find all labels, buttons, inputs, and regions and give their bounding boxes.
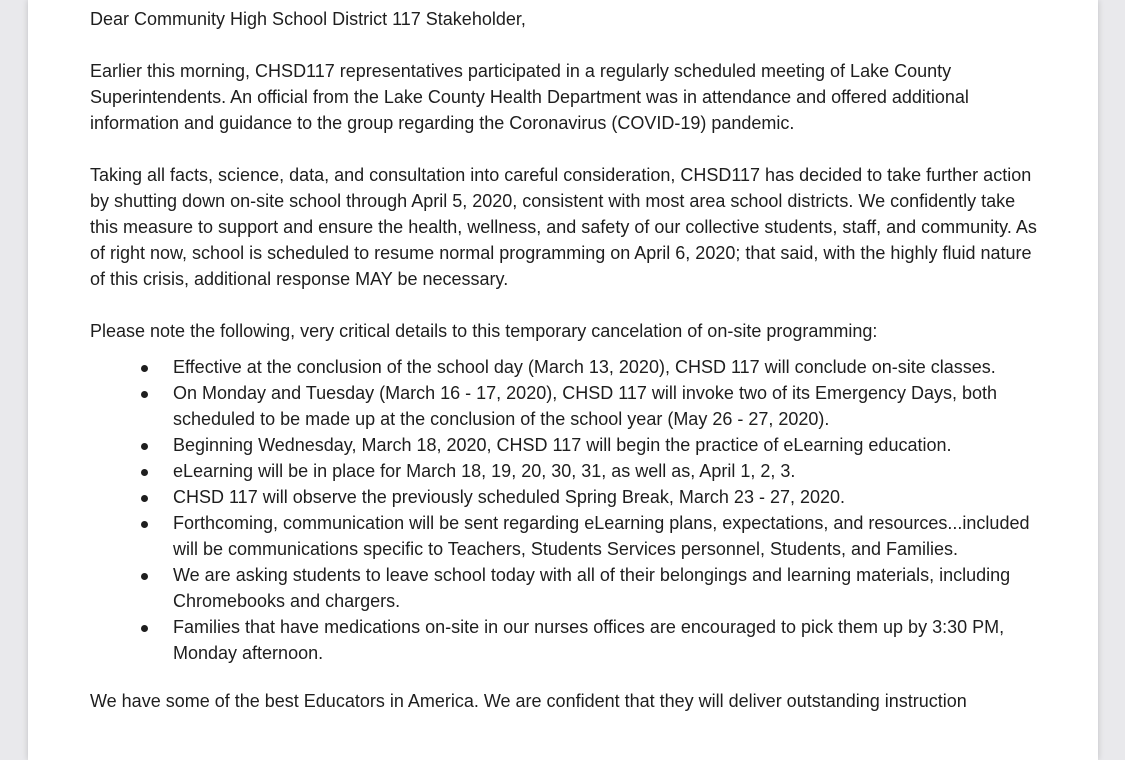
document-page <box>28 0 1098 760</box>
paragraph-intro: Earlier this morning, CHSD117 representatives participated in a regularly scheduled meeting of Lake County Superintendents. An official from the Lake County Health Department was in attendance and offered additional information and guidance to the group regarding the Coronavirus (COVID-19) pandemic. <box>90 61 969 133</box>
list-item: Beginning Wednesday, March 18, 2020, CHSD 117 will begin the practice of eLearning education. <box>90 432 1040 458</box>
paragraph-decision: Taking all facts, science, data, and consultation into careful consideration, CHSD117 has decided to take further action by shutting down on-site school through April 5, 2020, consistent with most area school districts. We confidently take this measure to support and ensure the health, wellness, and safety of our collective students, staff, and community. As of right now, school is scheduled to resume normal programming on April 6, 2020; that said, with the highly fluid nature of this crisis, additional response MAY be necessary. <box>90 165 1037 289</box>
details-list <box>90 354 1040 666</box>
closing-paragraph: We have some of the best Educators in America. We are confident that they will deliver outstanding instruction <box>90 691 967 711</box>
list-item: On Monday and Tuesday (March 16 - 17, 2020), CHSD 117 will invoke two of its Emergency Days, both scheduled to be made up at the conclusion of the school year (May 26 - 27, 2020). <box>90 380 1040 432</box>
list-item: We are asking students to leave school today with all of their belongings and learning materials, including Chromebooks and chargers. <box>90 562 1040 614</box>
salutation: Dear Community High School District 117 Stakeholder, <box>90 9 526 29</box>
list-item: Effective at the conclusion of the school day (March 13, 2020), CHSD 117 will conclude on-site classes. <box>90 354 1040 380</box>
bullet-icon <box>141 521 148 528</box>
bullet-icon <box>141 573 148 580</box>
bullet-icon <box>141 365 148 372</box>
list-item: Forthcoming, communication will be sent regarding eLearning plans, expectations, and resources...included will be communications specific to Teachers, Students Services personnel, Students, and Families. <box>90 510 1040 562</box>
bullet-icon <box>141 625 148 632</box>
bullet-icon <box>141 495 148 502</box>
list-item: Families that have medications on-site in our nurses offices are encouraged to pick them up by 3:30 PM, Monday afternoon. <box>90 614 1040 666</box>
bullet-icon <box>141 443 148 450</box>
list-item: eLearning will be in place for March 18, 19, 20, 30, 31, as well as, April 1, 2, 3. <box>90 458 1040 484</box>
paragraph-note: Please note the following, very critical details to this temporary cancelation of on-site programming: <box>90 321 878 341</box>
list-item: CHSD 117 will observe the previously scheduled Spring Break, March 23 - 27, 2020. <box>90 484 1040 510</box>
bullet-icon <box>141 391 148 398</box>
bullet-icon <box>141 469 148 476</box>
letter-body <box>90 6 1040 740</box>
